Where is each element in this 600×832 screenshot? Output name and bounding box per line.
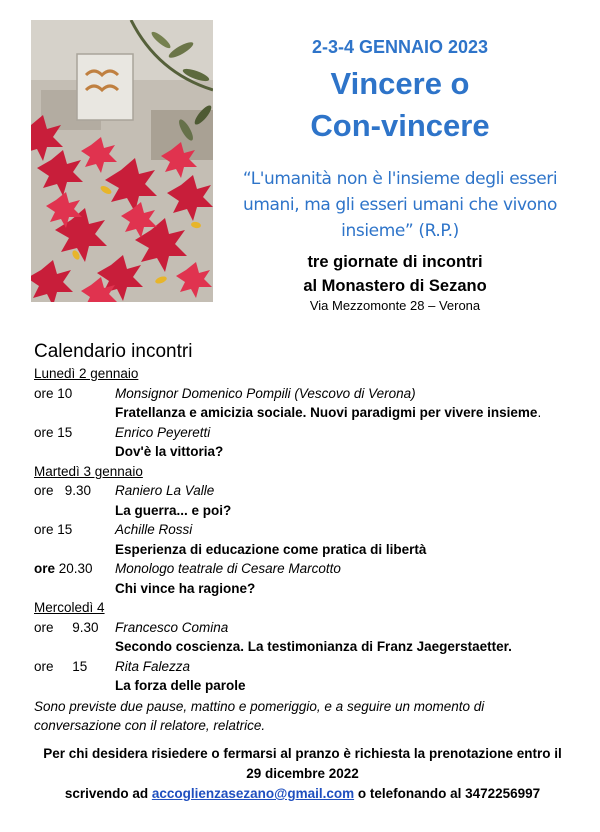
quote-line3: insieme” (R.P.) xyxy=(341,221,459,241)
day-label: Mercoledì 4 xyxy=(34,600,105,615)
event-talk: Secondo coscienza. La testimonianza di Franz Jaegerstaetter. xyxy=(115,639,512,654)
event-row xyxy=(34,559,579,579)
event-talk: Esperienza di educazione come pratica di libertà xyxy=(115,541,427,557)
event-title-line2: Con-vincere xyxy=(310,108,490,143)
event-speaker: Achille Rossi xyxy=(115,522,193,537)
calendar-title: Calendario incontri xyxy=(34,341,193,362)
quote-line1: “L'umanità non è l'insieme degli esseri xyxy=(242,169,558,189)
event-time-rest: 20.30 xyxy=(55,561,93,576)
event-talk: La guerra... e poi? xyxy=(115,502,232,518)
note-line1: Sono previste due pause, mattino e pomeriggio, e a seguire un momento di xyxy=(34,698,485,714)
event-speaker: Raniero La Valle xyxy=(115,483,215,498)
event-talk-text: Fratellanza e amicizia sociale. Nuovi paradigmi per vivere insieme xyxy=(115,405,538,420)
event-talk: La forza delle parole xyxy=(115,678,246,693)
day-label: Martedì 3 gennaio xyxy=(34,463,143,479)
event-talk-end: . xyxy=(537,405,542,420)
event-row xyxy=(34,618,579,638)
event-talk xyxy=(34,403,579,423)
quote xyxy=(214,166,586,244)
event-time: ore 15 xyxy=(34,522,73,537)
note-line2: conversazione con il relatore, relatrice. xyxy=(34,718,266,733)
event-speaker: Rita Falezza xyxy=(115,658,191,674)
event-speaker: Francesco Comina xyxy=(115,619,229,635)
contact-suffix: o telefonando al 3472256997 xyxy=(354,786,541,801)
booking-deadline: 29 dicembre 2022 xyxy=(246,766,359,781)
event-talk: Chi vince ha ragione? xyxy=(115,580,256,596)
event-subtitle xyxy=(230,250,560,298)
event-speaker: Monologo teatrale di Cesare Marcotto xyxy=(115,561,341,576)
event-time: ore 10 xyxy=(34,385,73,401)
quote-line2: umani, ma gli esseri umani che vivono xyxy=(242,195,558,215)
event-row xyxy=(34,384,579,404)
subtitle-line1: tre giornate di incontri xyxy=(307,253,483,271)
event-row xyxy=(34,423,579,443)
day-label: Lunedì 2 gennaio xyxy=(34,366,139,381)
event-time: ore 15 xyxy=(34,658,88,674)
event-time xyxy=(34,559,115,579)
contact-prefix: scrivendo ad xyxy=(64,786,152,801)
subtitle-line2: al Monastero di Sezano xyxy=(303,277,487,295)
event-title-line1: Vincere o xyxy=(330,66,470,101)
booking-line1: Per chi desidera risiedere o fermarsi al pranzo è richiesta la prenotazione entro il xyxy=(43,746,562,761)
event-time-bold: ore xyxy=(34,561,56,576)
event-dates: 2-3-4 GENNAIO 2023 xyxy=(311,37,489,57)
event-header xyxy=(220,36,580,147)
header-photo xyxy=(31,20,213,302)
event-talk: Dov'è la vittoria? xyxy=(115,444,224,459)
event-speaker: Monsignor Domenico Pompili (Vescovo di Verona) xyxy=(115,385,416,401)
calendar xyxy=(34,340,579,736)
event-time: ore 9.30 xyxy=(34,483,92,498)
schedule-note xyxy=(34,697,579,736)
event-row xyxy=(34,481,579,501)
email-link[interactable]: accoglienzasezano@gmail.com xyxy=(151,786,355,801)
event-time: ore 15 xyxy=(34,424,73,440)
event-title xyxy=(220,63,580,147)
event-speaker: Enrico Peyeretti xyxy=(115,424,211,440)
booking-contact xyxy=(30,784,575,804)
venue-address: Via Mezzomonte 28 – Verona xyxy=(309,298,481,313)
event-time: ore 9.30 xyxy=(34,619,99,635)
event-row xyxy=(34,657,579,677)
booking-info xyxy=(30,744,575,804)
event-row xyxy=(34,520,579,540)
maple-leaves-photo xyxy=(31,20,213,302)
